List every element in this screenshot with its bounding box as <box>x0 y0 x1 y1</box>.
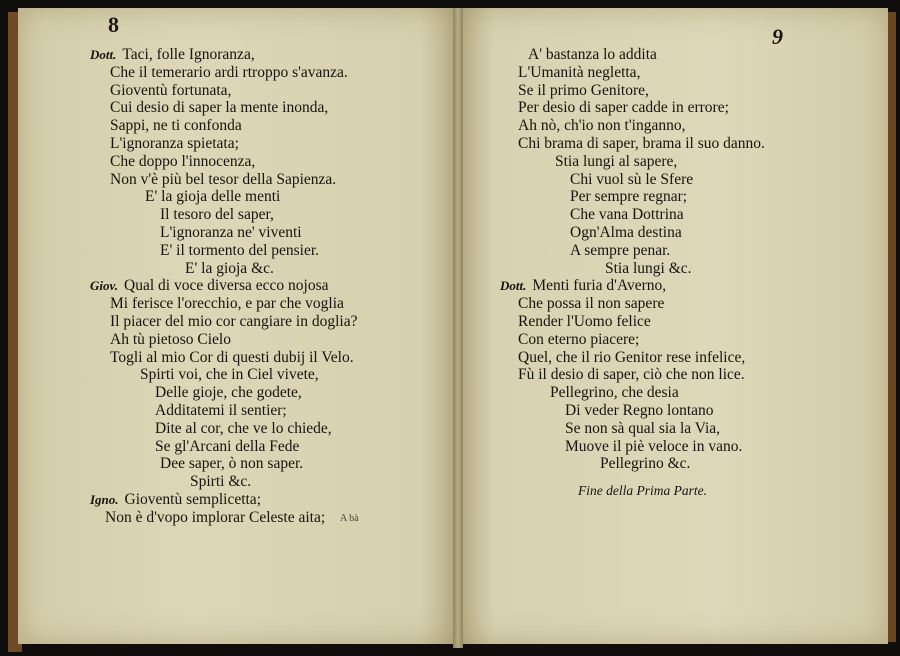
right-page-number: 9 <box>772 24 783 49</box>
right-text-line <box>518 82 649 100</box>
left-text-line <box>110 295 344 313</box>
verse-text: L'Umanità negletta, <box>518 63 641 81</box>
right-text-line <box>570 171 693 189</box>
verse-text: Chi brama di saper, brama il suo danno. <box>518 135 765 152</box>
left-text-line <box>155 420 332 438</box>
verse-text: Di veder Regno lontano <box>565 402 714 419</box>
verse-text: Dee saper, ò non saper. <box>160 455 304 473</box>
right-text-line <box>528 46 657 64</box>
verse-text: L'ignoranza ne' viventi <box>160 224 302 241</box>
left-text-line <box>140 366 319 384</box>
end-note: Fine della Prima Parte. <box>578 483 707 498</box>
verse-text: Per sempre regnar; <box>570 188 688 206</box>
verse-text: Additatemi il sentier; <box>155 402 287 419</box>
left-text-line <box>90 277 328 295</box>
left-text-line <box>185 260 274 278</box>
left-text-line <box>110 117 242 135</box>
right-text-line <box>518 313 651 331</box>
left-text-line <box>110 331 231 349</box>
left-text-line <box>155 438 299 456</box>
verse-text: Se gl'Arcani della Fede <box>155 437 300 455</box>
verse-text: Che vana Dottrina <box>570 206 684 224</box>
verse-text: Quel, che il rio Genitor rese infelice, <box>518 348 746 366</box>
speaker-label: Dott. <box>90 47 117 62</box>
left-page-number: 8 <box>108 12 119 37</box>
verse-text: Spirti voi, che in Ciel vivete, <box>140 366 319 384</box>
verse-text: Pellegrino, che desia <box>550 384 679 402</box>
verse-text: Per desio di saper cadde in errore; <box>518 99 729 117</box>
right-text-line <box>565 438 742 456</box>
right-text-line <box>518 64 640 82</box>
verse-text: Menti furia d'Averno, <box>532 277 667 295</box>
right-text-line <box>518 135 765 153</box>
speaker-label: Dott. <box>500 278 527 294</box>
verse-text: Cui desio di saper la mente inonda, <box>110 99 329 117</box>
verse-text: Muove il piè veloce in vano. <box>565 437 743 455</box>
right-text-line <box>518 99 729 117</box>
left-text-line <box>190 473 251 491</box>
verse-text: Se il primo Genitore, <box>518 81 649 99</box>
left-text-line <box>160 242 319 260</box>
verse-text: Ah tù pietoso Cielo <box>110 330 231 348</box>
verse-text: A' bastanza lo addita <box>528 46 657 63</box>
verse-text: Che possa il non sapere <box>518 295 665 313</box>
right-text-line <box>518 117 685 135</box>
verse-text: Chi vuol sù le Sfere <box>570 170 694 188</box>
verse-text: Ah nò, ch'io non t'inganno, <box>518 117 686 135</box>
verse-text: Stia lungi al sapere, <box>555 152 678 170</box>
right-text-line <box>518 366 745 384</box>
verse-text: Mi ferisce l'orecchio, e par che voglia <box>110 295 344 313</box>
right-text-line <box>570 224 682 242</box>
verse-text: Non è d'vopo implorar Celeste aita; <box>105 508 326 526</box>
right-text-line <box>518 331 639 349</box>
left-text-line <box>160 206 274 224</box>
verse-text: Render l'Uomo felice <box>518 313 651 330</box>
verse-text: A sempre penar. <box>570 241 671 259</box>
left-text-line <box>110 313 357 331</box>
verse-text: Sappi, ne ti confonda <box>110 117 242 135</box>
right-text-line <box>570 206 684 224</box>
verse-text: Dite al cor, che ve lo chiede, <box>155 419 332 437</box>
verse-text: L'ignoranza spietata; <box>110 135 239 152</box>
left-text-line <box>90 46 255 64</box>
right-text-line <box>570 188 687 206</box>
right-text-line <box>518 349 745 367</box>
verse-text: Togli al mio Cor di questi dubij il Velo. <box>110 348 354 366</box>
verse-text: Il tesoro del saper, <box>160 206 274 224</box>
verse-text: Non v'è più bel tesor della Sapienza. <box>110 170 337 188</box>
verse-text: Spirti &c. <box>190 473 252 491</box>
verse-text: E' il tormento del pensier. <box>160 241 320 259</box>
speaker-label: Igno. <box>90 492 119 507</box>
verse-text: Gioventù semplicetta; <box>124 491 261 508</box>
right-text-line <box>600 455 690 473</box>
verse-text: Con eterno piacere; <box>518 330 640 348</box>
verse-text: Se non sà qual sia la Via, <box>565 419 721 437</box>
catchword: A bà <box>340 513 359 524</box>
left-text-line <box>110 99 328 117</box>
right-text-line <box>555 153 677 171</box>
left-text-line <box>160 455 303 473</box>
left-text-line <box>110 349 354 367</box>
left-text-line <box>105 509 325 527</box>
left-text-line <box>110 171 336 189</box>
left-text-line <box>110 64 348 82</box>
verse-text: E' la gioja &c. <box>185 259 274 277</box>
verse-text: Qual di voce diversa ecco nojosa <box>124 277 329 295</box>
verse-text: Pellegrino &c. <box>600 455 691 473</box>
left-text-line <box>110 82 231 100</box>
left-text-line <box>110 153 255 171</box>
left-text-line <box>155 402 287 420</box>
right-text-line <box>518 295 664 313</box>
verse-text: Fù il desio di saper, ciò che non lice. <box>518 366 745 384</box>
verse-text: Il piacer del mio cor cangiare in doglia? <box>110 313 358 330</box>
verse-text: Gioventù fortunata, <box>110 81 232 99</box>
right-text-line <box>570 242 670 260</box>
speaker-label: Giov. <box>90 278 119 294</box>
left-text-line <box>110 135 239 153</box>
verse-text: Taci, folle Ignoranza, <box>122 46 255 63</box>
left-text-line <box>90 491 261 509</box>
left-text-line <box>160 224 302 242</box>
right-text-line <box>605 260 692 278</box>
verse-text: Che doppo l'innocenza, <box>110 152 256 170</box>
verse-text: E' la gioja delle menti <box>145 188 281 206</box>
right-text-line <box>500 277 666 295</box>
left-text-line <box>155 384 302 402</box>
verse-text: Ogn'Alma destina <box>570 224 682 241</box>
right-text-line <box>565 402 714 420</box>
left-text-line <box>145 188 280 206</box>
verse-text: Che il temerario ardi rtroppo s'avanza. <box>110 63 348 81</box>
right-text-line <box>565 420 720 438</box>
verse-text: Stia lungi &c. <box>605 259 692 277</box>
verse-text: Delle gioje, che godete, <box>155 384 302 402</box>
right-text-line <box>550 384 679 402</box>
